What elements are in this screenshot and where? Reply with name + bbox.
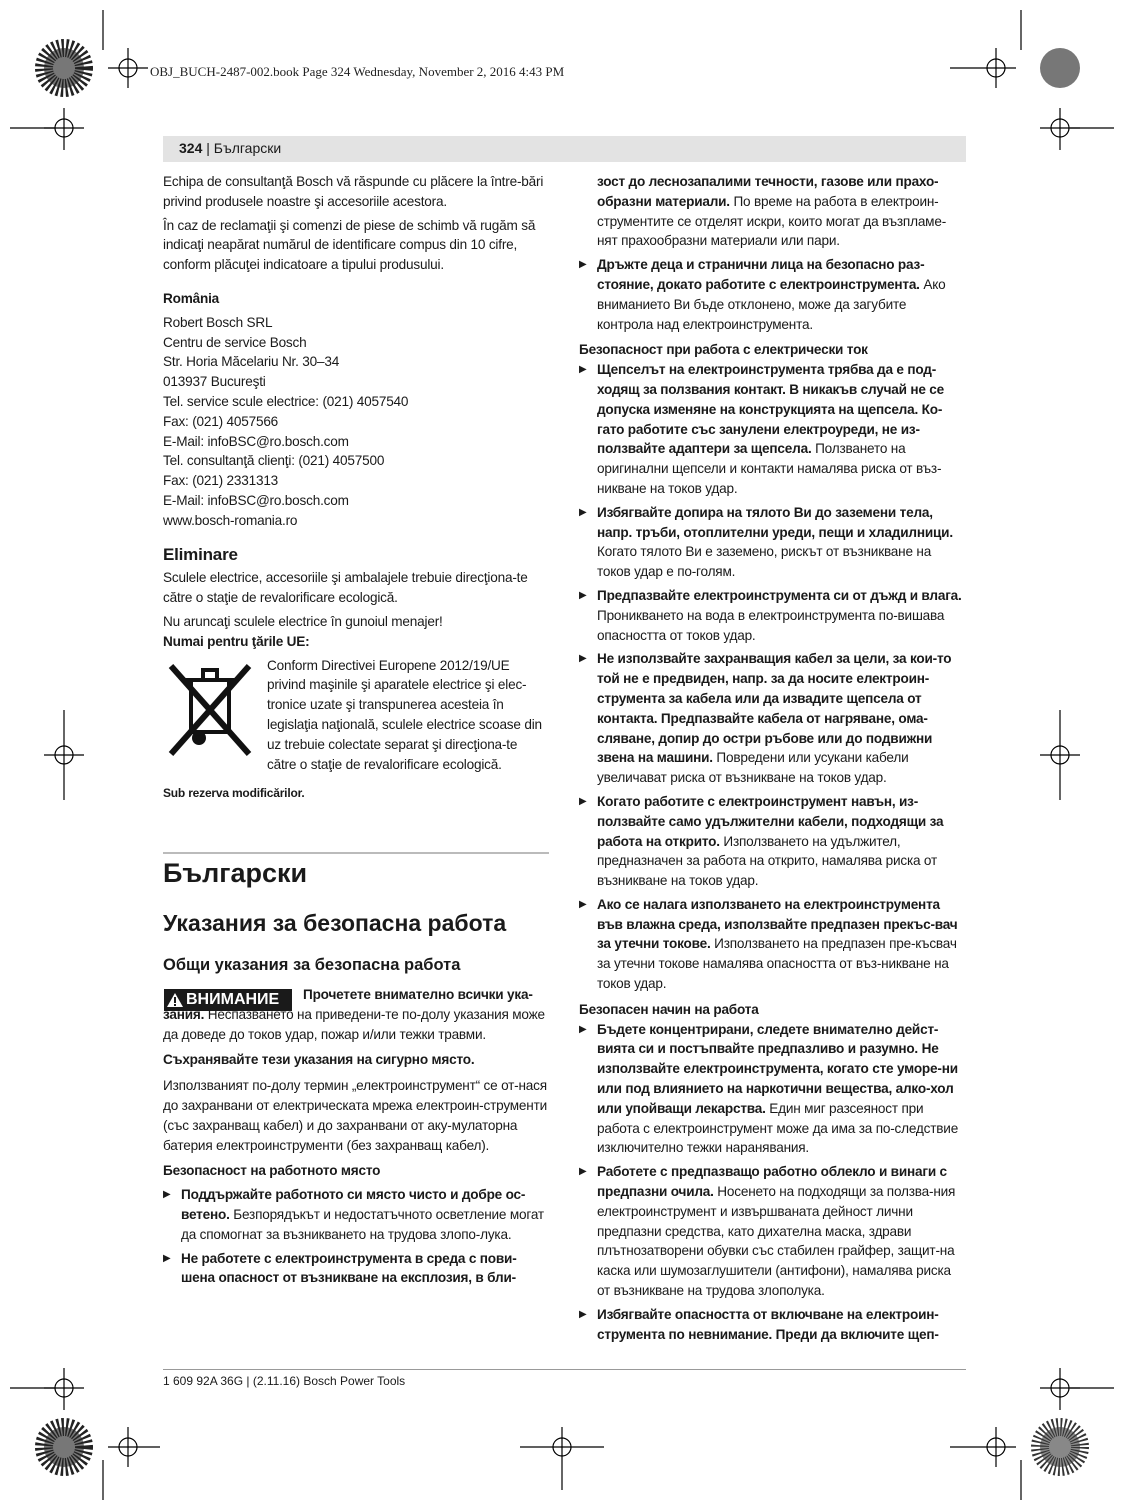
bullet-item: ▶ Поддържайте работното си място чисто и добре ос-ветено. Безпорядъкът и недостатъчното осветление могат да спомогнат за възникването на трудова злопо-лука. <box>163 1185 549 1244</box>
bullet-item: ▶ Предпазвайте електроинструмента си от дъжд и влага. Проникването на вода в електроинструмента по-вишава опасността от токов удар. <box>579 586 965 645</box>
address-line: Fax: (021) 4057566 <box>163 413 279 429</box>
footer-rule <box>163 1369 966 1370</box>
elimination-note: Nu aruncaţi sculele electrice în gunoiul menajer! <box>163 613 443 629</box>
address-line: E-Mail: infoBSC@ro.bosch.com <box>163 492 349 508</box>
header-bar <box>163 136 966 162</box>
safety-heading: Указания за безопасна работа <box>163 910 507 936</box>
address-line: Str. Horia Măcelariu Nr. 30–34 <box>163 354 340 370</box>
keep-instructions: Съхранявайте тези указания на сигурно място. <box>163 1052 475 1068</box>
eu-block <box>163 656 549 775</box>
bullet-item: ▶ Бъдете концентрирани, следете внимателно дейст-вията си и постъпвайте предпазливо и разумно. Не използвайте електроинструмента, когато сте уморе-ни или под влиянието на наркотични вещества, алко-хол или упойващи лекарства. Един миг разсеяност при работа с електроинструмент може да има за по-следствие изключително тежки наранявания. <box>579 1020 965 1159</box>
language-heading: Български <box>163 858 308 888</box>
electrical-heading: Безопасност при работа с електрически ток <box>579 342 868 358</box>
claims-paragraph: În caz de reclamaţii şi comenzi de piese de schimb vă rugăm să indicaţi neapărat numărul de identificare compus din 10 cifre, conform plăcuţei indicatoare a tipului produsului. <box>163 217 536 273</box>
address-line: 013937 Bucureşti <box>163 374 266 390</box>
weee-bin-icon <box>163 656 255 764</box>
warning-bold: Прочетете внимателно всички ука-зания. <box>163 987 533 1022</box>
elimination-heading: Eliminare <box>163 544 238 564</box>
address-line: Fax: (021) 2331313 <box>163 473 279 489</box>
bullet-item: ▶ Избягвайте допира на тялото Ви до заземени тела, напр. тръби, отоплителни уреди, пещи и хладилници. Когато тялото Ви е заземено, рискът от възникване на токов удар е по-голям. <box>579 503 965 582</box>
country-heading: România <box>163 290 220 306</box>
bullet-item: ▶ Не работете с електроинструмента в среда с пови-шена опасност от възникване на експлозия, в бли- <box>163 1249 549 1289</box>
warning-rest: Неспазването на приведени-те по-долу указания може да доведе до токов удар, пожар и/или тежки травми. <box>163 1006 545 1042</box>
address-line: Robert Bosch SRL <box>163 314 273 330</box>
elimination-text: Sculele electrice, accesoriile şi ambalajele trebuie direcţiona-te către o staţie de revalorificare ecologică. <box>163 570 528 606</box>
page-header: 324 | Български <box>179 140 282 156</box>
bullet-item: ▶ Избягвайте опасността от включване на електроин-струмента по невнимание. Преди да включите щеп- <box>579 1305 965 1345</box>
left-column <box>163 172 549 804</box>
address-line: www.bosch-romania.ro <box>163 512 298 528</box>
eu-directive-text: Conform Directivei Europene 2012/19/UE privind maşinile şi aparatele electrice şi elec-tronice uzate şi transpunerea acesteia în legislaţia naţională, sculele electrice scoase din uz trebuie colectate separat şi direcţiona-te către o staţie de revalorificare ecologică. <box>267 657 542 772</box>
bullet-item: ▶ Не използвайте захранващия кабел за цели, за кои-то той не е предвиден, напр. за да носите електроин-струмента за кабела или да извадите щепсела от контакта. Предпазвайте кабела от нагряване, ома-сляване, допир до остри ръбове или до подвижни звена на машини. Повредени или усукани кабели увеличават риска от възникване на токов удар. <box>579 649 965 788</box>
right-column <box>579 172 965 1344</box>
warning-paragraph-block <box>163 985 549 1288</box>
print-slug: OBJ_BUCH-2487-002.book Page 324 Wednesday, November 2, 2016 4:43 PM <box>150 64 565 79</box>
bullet-item: ▶ Когато работите с електроинструмент навън, из-ползвайте само удължителни кабели, подходящи за работа на открито. Използването на удължител, предназначен за работа на открито, намалява риска от възникване на токов удар. <box>579 792 965 891</box>
header-section: Български <box>213 140 282 156</box>
workplace-heading: Безопасност на работното място <box>163 1163 381 1179</box>
safe-work-heading: Безопасен начин на работа <box>579 1001 759 1017</box>
bullet-item: ▶ Дръжте деца и странични лица на безопасно раз-стояние, докато работите с електроинструмента. Ако вниманието Ви бъде отклонено, може да загубите контрола над електроинструмента. <box>579 255 965 334</box>
bullet-continuation: зост до леснозапалими течности, газове или прахо-образни материали. По време на работа в електроин-струментите се отделят искри, които могат да възпламе-нят прахообразни материали или пари. <box>597 174 947 249</box>
section-divider <box>163 852 549 854</box>
address-line: Tel. consultanţă clienţi: (021) 4057500 <box>163 453 385 469</box>
general-safety-heading: Общи указания за безопасна работа <box>163 956 461 974</box>
page-number: 324 <box>179 140 203 156</box>
eu-heading: Numai pentru ţările UE: <box>163 633 310 649</box>
page-footer: 1 609 92A 36G | (2.11.16) Bosch Power Tools <box>163 1374 406 1388</box>
address-line: E-Mail: infoBSC@ro.bosch.com <box>163 433 349 449</box>
bullet-item: ▶ Работете с предпазващо работно облекло и винаги с предпазни очила. Носенето на подходящи за ползва-ния електроинструмент и извършваната дейност лични предпазни средства, като дихателна маска, здрави плътнозатворени обувки със стабилен грайфер, защит-на каска или шумозаглушители (антифони), намалява риска от възникване на трудова злополука. <box>579 1162 965 1301</box>
term-paragraph: Използваният по-долу термин „електроинструмент“ се от-нася до захранвани от електрическата мрежа електроин-струменти (със захранващ кабел) и до захранвани от аку-мулаторна батерия електроинструменти (без захранващ кабел). <box>163 1078 548 1153</box>
warning-paragraph <box>163 985 549 1044</box>
address-line: Tel. service scule electrice: (021) 4057540 <box>163 393 409 409</box>
bullet-item: ▶ Ако се налага използването на електроинструмента във влажна среда, използвайте предпазен прекъс-вач за утечни токове. Използването на предпазен пре-късвач за утечни токове намалява опасността от въз-никване на токов удар. <box>579 895 965 994</box>
bullet-item: ▶ Щепселът на електроинструмента трябва да е под-ходящ за ползвания контакт. В никакъв случай не се допуска изменяне на конструкцията на щепсела. Ко-гато работите със занулени електроуреди, не из-ползвайте адаптери за щепсела. Ползването на оригинални щепсели и контакти намалява риска от въз-никване на токов удар. <box>579 360 965 499</box>
reserve-note: Sub rezerva modificărilor. <box>163 786 305 801</box>
warning-label: ВНИМАНИЕ <box>186 991 280 1008</box>
service-paragraph: Echipa de consultanţă Bosch vă răspunde cu plăcere la între-bări privind produsele noastre şi accesoriile acestora. <box>163 174 544 209</box>
address-line: Centru de service Bosch <box>163 334 307 350</box>
